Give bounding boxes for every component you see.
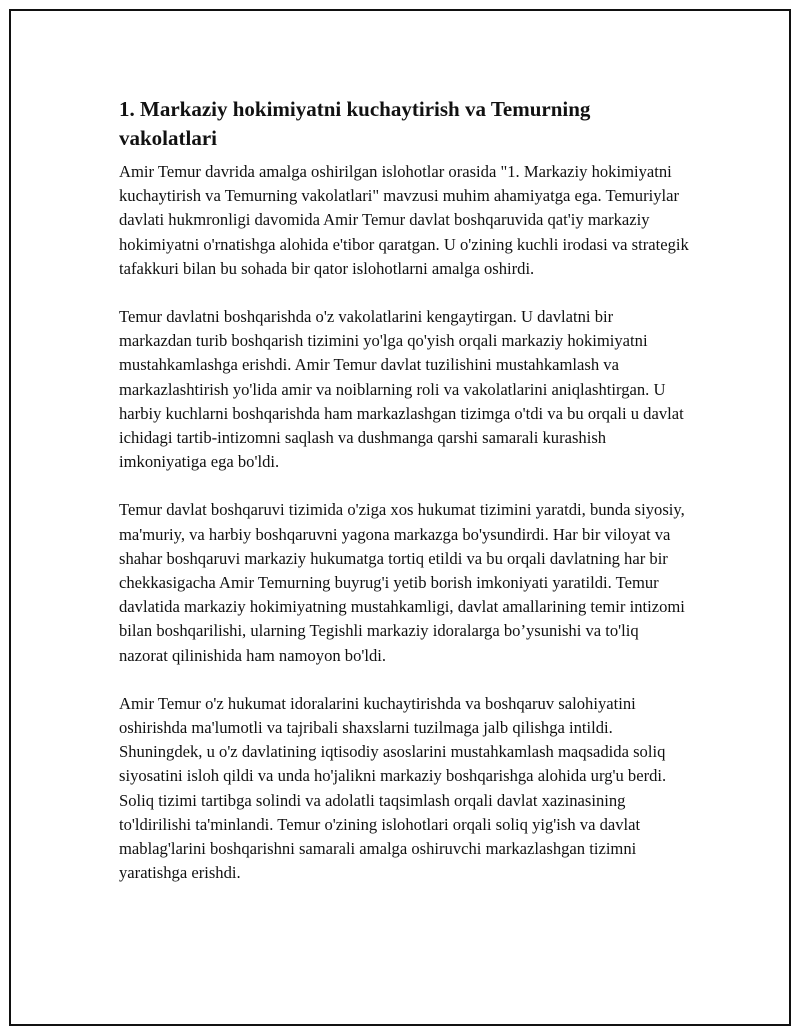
document-body xyxy=(119,95,689,885)
paragraph-2: Temur davlatni boshqarishda o'z vakolatlarini kengaytirgan. U davlatni bir markazdan turib boshqarish tizimini yo'lga qo'yish orqali markaziy hokimiyatni mustahkamlashga erishdi. Amir Temur davlat tuzilishini mustahkamlash va markazlashtirish yo'lida amir va noiblarning roli va vakolatlarini aniqlashtirgan. U harbiy kuchlarni boshqarishda ham markazlashgan tizimga o'tdi va bu orqali u davlat ichidagi tartib-intizomni saqlash va dushmanga qarshi samarali kurashish imkoniyatiga ega bo'ldi. xyxy=(119,307,684,472)
paragraph-1: Amir Temur davrida amalga oshirilgan islohotlar orasida "1. Markaziy hokimiyatni kuchaytirish va Temurning vakolatlari" mavzusi muhim ahamiyatga ega. Temuriylar davlati hukmronligi davomida Amir Temur davlat boshqaruvida qat'iy markaziy hokimiyatni o'rnatishga alohida e'tibor qaratgan. U o'zining kuchli irodasi va strategik tafakkuri bilan bu sohada bir qator islohotlarni amalga oshirdi. xyxy=(119,162,689,278)
section-title: 1. Markaziy hokimiyatni kuchaytirish va Temurning vakolatlari xyxy=(119,97,591,150)
page-frame xyxy=(9,9,791,1026)
paragraph-4: Amir Temur o'z hukumat idoralarini kuchaytirishda va boshqaruv salohiyatini oshirishda ma'lumotli va tajribali shaxslarni tuzilmaga jalb qilishga intildi. Shuningdek, u o'z davlatining iqtisodiy asoslarini mustahkamlash maqsadida soliq siyosatini isloh qildi va unda ho'jalikni markaziy boshqarishga alohida urg'u berdi. Soliq tizimi tartibga solindi va adolatli taqsimlash orqali davlat xazinasining to'ldirilishi ta'minlandi. Temur o'zining islohotlari orqali soliq yig'ish va davlat mablag'larini boshqarishni samarali amalga oshiruvchi markazlashgan tizimni yaratishga erishdi. xyxy=(119,693,667,883)
paragraph-3: Temur davlat boshqaruvi tizimida o'ziga xos hukumat tizimini yaratdi, bunda siyosiy, ma'muriy, va harbiy boshqaruvni yagona markazga bo'ysundirdi. Har bir viloyat va shahar boshqaruvi markaziy hukumatga tortiq etildi va bu orqali davlatning har bir chekkasigacha Amir Temurning buyrug'i yetib borish imkoniyati yaratildi. Temur davlatida markaziy hokimiyatning mustahkamligi, davlat amallarining temir intizomi bilan boshqarilishi, ularning Tegishli markaziy idoralarga bo’ysunishi va to'liq nazorat qilinishida ham namoyon bo'ldi. xyxy=(119,500,685,665)
